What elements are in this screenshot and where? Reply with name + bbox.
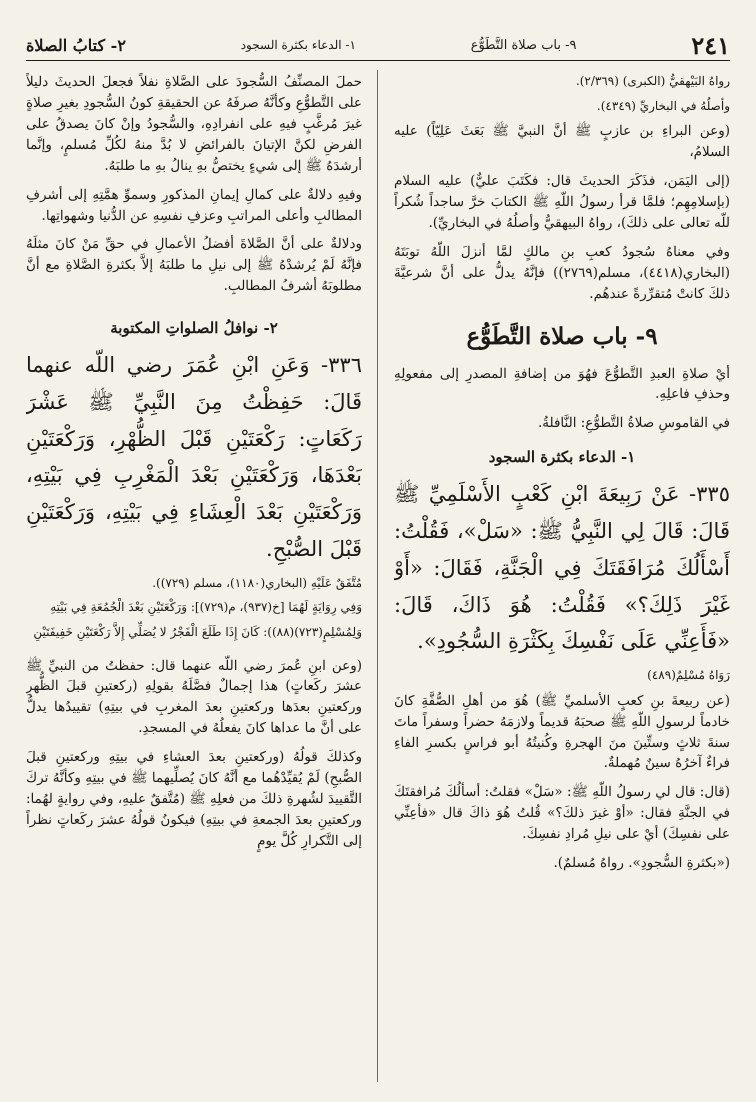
- commentary-paragraph: وفي معناهُ سُجودُ كعبِ بنِ مالكٍ لمَّا أنزلَ اللّهُ توبَتَهُ (البخاري(٤٤١٨)، مسلم(٢٧٦٩)) فإنَّهُ يدلُّ على أنَّ شرعيَّةَ ذلكَ كانتْ مُتقرِّرةً عندهُم.: [394, 243, 730, 302]
- running-book-title: ٢- كتابُ الصلاة: [26, 35, 126, 55]
- commentary-paragraph: (وعن البراءِ بن عازبٍ ﷺ أنَّ النبيَّ ﷺ بَعَثَ عَلِيّاً) عليه السلامُ،: [394, 123, 730, 161]
- commentary-paragraph: ودلالةٌ على أنَّ الصَّلاةَ أفضلُ الأعمالِ في حقِّ مَنْ كانَ مثلَهُ فإنَّهُ لَمْ يُرشدْهُ ﷺ إلى نيلِ ما طلبَهُ إلاَّ بكثرةِ الصَّلاةِ مع أنَّ مطلوبَهُ أشرفُ المطالبِ.: [26, 236, 362, 295]
- running-subsection-title: ١- الدعاء بكثرة السجود: [240, 38, 356, 52]
- page-number: ٢٤١: [691, 30, 730, 60]
- hadith-text: ٣٣٥- عَنْ رَبِيعَةَ ابْنِ كَعْبٍ الأَسْلَمِيِّ ﷺ قَالَ: قَالَ لِي النَّبِيُّ ﷺ: «سَلْ»، فَقُلْتُ: أَسْأَلُكَ مُرَافَقَتَكَ فِي الْجَنَّةِ، فَقَالَ: «أَوْ غَيْرَ ذَلِكَ؟» فَقُلْتُ: هُوَ ذَاكَ، قَالَ: «فَأَعِنِّي عَلَى نَفْسِكَ بِكَثْرَةِ السُّجُودِ».: [394, 482, 730, 654]
- chapter-intro: أيْ صلاةِ العبدِ التَّطوُّعَ فهُوَ من إضافةِ المصدرِ إلى مفعولِهِ وحذفِ فاعلِهِ.: [394, 365, 730, 403]
- commentary-paragraph: («بكثرةِ السُّجودِ». رواهُ مُسلمٌ).: [553, 855, 730, 872]
- chapter-intro: في القاموسِ صلاةُ التَّطوُّعِ: النَّافلةُ.: [537, 415, 730, 432]
- reference-bukhari: وأصلُهُ في البخاريِّ (٤٣٤٩).: [596, 98, 730, 113]
- hadith-reference: رَوَاهُ مُسْلِمٌ(٤٨٩): [647, 668, 730, 683]
- left-column: [26, 72, 362, 1082]
- section-title: ٢- نوافلُ الصلواتِ المكتوبة: [110, 319, 278, 338]
- commentary-paragraph: حملَ المصنِّفُ السُّجودَ على الصَّلاةِ نفلاً فجعلَ الحديثَ دليلاً على التَّطوُّعِ وكأنَّهُ صرفَهُ عن الحقيقةِ كونُ السُّجودِ بغيرِ صلاةٍ غيرَ مُرغَّبٍ فيهِ على انفرادِهِ، والسُّجودُ وإنْ كانَ يصدقُ على الفرضِ لكنَّ الإتيانَ بالفرائضِ لا بُدَّ منهُ لكُلِّ مُسلمٍ، وإنَّما أرشدَهُ ﷺ إلى شيءٍ يختصُّ بهِ ينالُ بهِ ما طلبَهُ.: [26, 74, 362, 174]
- commentary-paragraph: وكذلكَ قولُهُ (وركعتينِ بعدَ العشاءِ في بيتِهِ وركعتينِ قبلَ الصُّبحِ) لَمْ يُقيِّدْهُما مع أنَّهُ كانَ يُصلِّيهما ﷺ في بيتِهِ وكأنَّهُ تركَ التَّقييدَ لشُهرةِ ذلكَ من فعلِهِ ﷺ (مُتَّفقٌ عليهِ، وفي روايةٍ لهُما: وركعتينِ بعدَ الجمعةِ في بيتِهِ) فيكونُ قولُهُ عشرَ ركَعاتٍ نظراً إلى التَّكرارِ كُلَّ يومٍ: [26, 749, 362, 849]
- commentary-paragraph: (عن ربيعةَ بنِ كعبٍ الأسلميِّ ﷺ) هُوَ من أهلِ الصُّفَّةِ كانَ خادماً لرسولِ اللّهِ ﷺ صحبَهُ قديماً ولازمَهُ حضراً وسفراً ماتَ سنةَ ثلاثٍ وستِّينَ منَ الهجرةِ وكُنيتُهُ أبو فراسٍ بكسرِ الفاءِ فراءٌ آخرُهُ سينٌ مُهملةٌ.: [394, 692, 730, 772]
- page-header: [26, 30, 730, 61]
- commentary-paragraph: (إلى اليَمَن، فذَكَرَ الحديثَ قال: فكَتَبَ عليٌّ) عليه السلام (بإسلامِهِم؛ فلمَّا قرأ رسولُ اللّهِ ﷺ الكتابَ خرَّ ساجداً شُكراً للّه تعالى على ذلكَ)، رواهُ البيهقيُّ وأصلُهُ في البخاريِّ).: [394, 173, 730, 231]
- hadith-reference: مُتَّفَقٌ عَلَيْهِ (البخاري(١١٨٠)، مسلم (٧٢٩)).: [152, 575, 362, 590]
- hadith-variant: وَفِي رِوَايَةٍ لَهُمَا [خ(٩٣٧)، م(٧٢٩)]: وَرَكْعَتَيْنِ بَعْدَ الْجُمُعَةِ فِي بَيْتِهِ: [50, 600, 362, 615]
- subsection-title: ١- الدعاء بكثرة السجود: [488, 448, 636, 467]
- column-divider: [377, 70, 378, 1082]
- chapter-title: ٩- باب صلاة التَّطَوُّع: [466, 322, 658, 350]
- right-column: [394, 72, 730, 1082]
- reference-bayhaqi: رواهُ البَيْهقيُّ (الكبرى) (٢/٣٦٩).: [575, 74, 730, 88]
- commentary-paragraph: (قال: قال لي رسولُ اللّهِ ﷺ: «سَلْ» فقلتُ: أسألُكَ مُرافقتَكَ في الجنَّةِ فقال: «أوْ غيرَ ذلكَ؟» قُلتُ هُوَ ذاكَ قال «فأعِنِّي على نفسِكَ) أيْ على نيلِ مُرادِ نفسِكَ.: [394, 784, 730, 843]
- running-section-title: ٩- باب صلاة التَّطَوُّع: [470, 37, 577, 53]
- hadith-variant: وَلِمُسْلِمٍ(٧٢٣)(٨٨)): كَانَ إِذَا طَلَعَ الْفَجْرُ لا يُصَلِّي إِلاَّ رَكْعَتَيْنِ خَفِيفَتَيْنِ: [33, 624, 362, 639]
- hadith-text: ٣٣٦- وَعَنِ ابْنِ عُمَرَ رضي اللّه عنهما قَالَ: حَفِظْتُ مِنَ النَّبِيِّ ﷺ عَشْرَ رَكَعَاتٍ: رَكْعَتَيْنِ قَبْلَ الظُّهْرِ، وَرَكْعَتَيْنِ بَعْدَهَا، وَرَكْعَتَيْنِ بَعْدَ الْمَغْرِبِ فِي بَيْتِهِ، وَرَكْعَتَيْنِ بَعْدَ الْعِشَاءِ فِي بَيْتِهِ، وَرَكْعَتَيْنِ قَبْلَ الصُّبْحِ.: [26, 353, 362, 561]
- commentary-paragraph: وفيهِ دلالةٌ على كمالِ إيمانِ المذكورِ وسموِّ همَّتِهِ إلى أشرفِ المطالبِ وأعلى المراتبِ وعزفِ نفسِهِ عن الدُّنيا وشهواتِها.: [26, 186, 362, 224]
- commentary-paragraph: (وعن ابنِ عُمرَ رضي اللّه عنهما قال: حفظتُ من النبيِّ ﷺ عشرَ ركَعاتٍ) هذا إجمالٌ فصَّلَهُ بقولِهِ (ركعتينِ قبلَ الظُّهرِ وركعتينِ بعدَها وركعتينِ بعدَ المغربِ في بيتِهِ) تقييدُها يدلُّ على أنَّ ما عداها كانَ يفعلُهُ في المسجدِ.: [26, 657, 362, 737]
